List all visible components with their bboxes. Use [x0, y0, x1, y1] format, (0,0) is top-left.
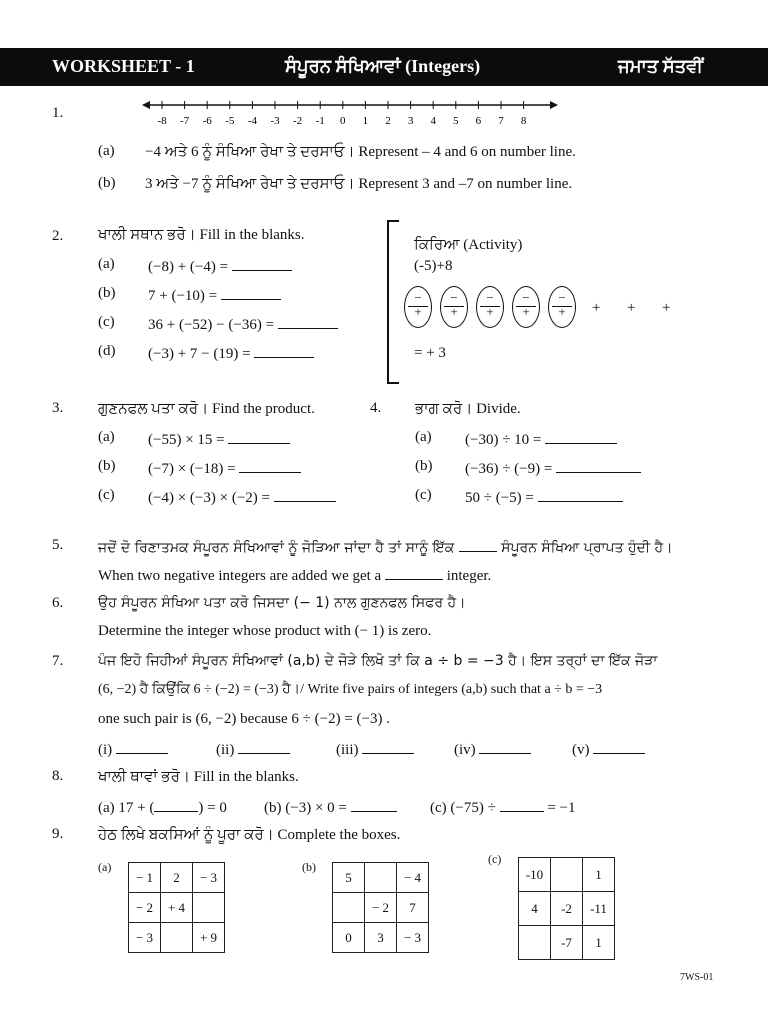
number-line-label: -1	[315, 115, 325, 127]
q4c-expr: 50 ÷ (−5) =	[465, 487, 623, 507]
number-line-label: -3	[270, 115, 280, 127]
grid-cell: 7	[397, 893, 429, 923]
q1-number: 1.	[52, 105, 64, 121]
q4-title: ਭਾਗ ਕਰੋ। Divide.	[415, 401, 521, 417]
number-line-label: -8	[157, 115, 167, 127]
activity-result: = + 3	[414, 345, 446, 361]
number-line-label: -5	[225, 115, 235, 127]
q5-punjabi: ਜਦੋਂ ਦੋ ਰਿਣਾਤਮਕ ਸੰਪੂਰਨ ਸੰਖਿਆਵਾਂ ਨੂੰ ਜੋੜਿਆ ਜਾਂਦਾ ਹੈ ਤਾਂ ਸਾਨੂੰ ਇੱਕ ਸੰਪੂਰਨ ਸੰਖਿਆ ਪ੍ਰਾਪਤ ਹੁੰਦੀ ਹੈ।	[98, 537, 673, 556]
answer-blank[interactable]	[556, 458, 641, 473]
number-line-label: 8	[520, 115, 527, 127]
answer-blank[interactable]	[116, 739, 168, 754]
q7-option-ii: (ii)	[216, 739, 290, 759]
q3c-expr: (−4) × (−3) × (−2) =	[148, 487, 336, 507]
q6-english: Determine the integer whose product with (− 1) is zero.	[98, 623, 432, 639]
q6-punjabi: ਉਹ ਸੰਪੂਰਨ ਸੰਖਿਆ ਪਤਾ ਕਰੋ ਜਿਸਦਾ (− 1) ਨਾਲ ਗੁਣਨਫਲ ਸਿਫਰ ਹੈ।	[98, 595, 466, 611]
q1a-label: (a)	[98, 143, 115, 159]
grid-cell-empty[interactable]	[519, 926, 551, 960]
q3-number: 3.	[52, 400, 64, 416]
q7-option-iv: (iv)	[454, 739, 531, 759]
grid-cell: 3	[365, 923, 397, 953]
plus-counter: +	[662, 300, 671, 316]
q2d-expr: (−3) + 7 − (19) =	[148, 343, 314, 363]
q5-english: When two negative integers are added we get a integer.	[98, 565, 491, 585]
q6-number: 6.	[52, 595, 64, 611]
q4b-expr: (−36) ÷ (−9) =	[465, 458, 641, 478]
q2a-expr: (−8) + (−4) =	[148, 256, 292, 276]
counter-pair: − +	[404, 286, 432, 328]
q3b-label: (b)	[98, 458, 116, 474]
activity-expr: (-5)+8	[414, 258, 453, 274]
number-line-label: -6	[202, 115, 212, 127]
q4c-label: (c)	[415, 487, 432, 503]
answer-blank[interactable]	[500, 797, 544, 812]
magic-grid-b	[332, 862, 429, 953]
number-line-label: -7	[180, 115, 190, 127]
answer-blank[interactable]	[459, 537, 497, 552]
answer-blank[interactable]	[479, 739, 531, 754]
plus-counter: +	[592, 300, 601, 316]
grid-cell: 4	[519, 892, 551, 926]
class-label: ਜਮਾਤ ਸੱਤਵੀਂ	[618, 56, 703, 76]
magic-grid-c	[518, 857, 615, 960]
number-line-label: 0	[340, 115, 346, 127]
q8-part-b: (b) (−3) × 0 =	[264, 797, 397, 817]
q3a-label: (a)	[98, 429, 115, 445]
plus-counter: +	[627, 300, 636, 316]
answer-blank[interactable]	[154, 797, 198, 812]
grid-cell: -10	[519, 858, 551, 892]
grid-cell: − 3	[193, 863, 225, 893]
grid-cell-empty[interactable]	[193, 893, 225, 923]
q7-line2: (6, −2) ਹੈ ਕਿਉਂਕਿ 6 ÷ (−2) = (−3) ਹੈ।/ Write five pairs of integers (a,b) such that a ÷ b = −3	[98, 682, 603, 697]
counter-pair: − +	[476, 286, 504, 328]
answer-blank[interactable]	[593, 739, 645, 754]
header-bar	[0, 48, 768, 86]
q2b-expr: 7 + (−10) =	[148, 285, 281, 305]
answer-blank[interactable]	[232, 256, 292, 271]
number-line-label: 6	[475, 115, 482, 127]
q2d-label: (d)	[98, 343, 116, 359]
answer-blank[interactable]	[254, 343, 314, 358]
answer-blank[interactable]	[362, 739, 414, 754]
grid-cell: − 3	[129, 923, 161, 953]
answer-blank[interactable]	[538, 487, 623, 502]
q5-number: 5.	[52, 537, 64, 553]
answer-blank[interactable]	[238, 739, 290, 754]
q3b-expr: (−7) × (−18) =	[148, 458, 301, 478]
grid-cell: 2	[161, 863, 193, 893]
q4a-label: (a)	[415, 429, 432, 445]
grid-cell-empty[interactable]	[161, 923, 193, 953]
q2-title: ਖਾਲੀ ਸਥਾਨ ਭਰੋ। Fill in the blanks.	[98, 227, 305, 243]
q7-option-i: (i)	[98, 739, 168, 759]
arrow-left-icon	[142, 101, 150, 109]
q7-option-v: (v)	[572, 739, 645, 759]
activity-bracket	[387, 220, 399, 384]
grid-cell: 0	[333, 923, 365, 953]
q3c-label: (c)	[98, 487, 115, 503]
grid-b-label: (b)	[302, 860, 316, 874]
q8-number: 8.	[52, 768, 64, 784]
q3a-expr: (−55) × 15 =	[148, 429, 290, 449]
q9-title: ਹੇਠ ਲਿਖੇ ਬਕਸਿਆਂ ਨੂੰ ਪੂਰਾ ਕਰੋ। Complete the boxes.	[98, 827, 401, 843]
grid-cell: 1	[583, 926, 615, 960]
answer-blank[interactable]	[545, 429, 617, 444]
answer-blank[interactable]	[385, 565, 443, 580]
worksheet-title: WORKSHEET - 1	[52, 56, 195, 76]
arrow-right-icon	[550, 101, 558, 109]
q7-line1: ਪੰਜ ਇਹੋ ਜਿਹੀਆਂ ਸੰਪੂਰਨ ਸੰਖਿਆਵਾਂ (a,b) ਦੇ ਜੋੜੇ ਲਿਖੋ ਤਾਂ ਕਿ a ÷ b = −3 ਹੈ। ਇਸ ਤਰ੍ਹਾਂ ਦਾ ਇੱਕ ਜੋੜਾ	[98, 653, 658, 669]
grid-c-label: (c)	[488, 852, 502, 866]
q2-number: 2.	[52, 228, 64, 244]
answer-blank[interactable]	[351, 797, 397, 812]
q2c-expr: 36 + (−52) − (−36) =	[148, 314, 338, 334]
q2b-label: (b)	[98, 285, 116, 301]
q8-part-a: (a) 17 + ( ) = 0	[98, 797, 227, 817]
grid-cell: + 9	[193, 923, 225, 953]
grid-cell-empty[interactable]	[333, 893, 365, 923]
q1b-label: (b)	[98, 175, 116, 191]
grid-cell: − 2	[365, 893, 397, 923]
q3-title: ਗੁਣਨਫਲ ਪਤਾ ਕਰੋ। Find the product.	[98, 401, 315, 417]
grid-cell: -7	[551, 926, 583, 960]
q8-part-c: (c) (−75) ÷ = −1	[430, 797, 576, 817]
answer-blank[interactable]	[221, 285, 281, 300]
number-line-label: -4	[247, 115, 257, 127]
grid-cell: -2	[551, 892, 583, 926]
number-line	[140, 95, 560, 130]
q7-number: 7.	[52, 653, 64, 669]
counter-pair: − +	[440, 286, 468, 328]
number-line-label: 4	[430, 115, 436, 127]
q9-number: 9.	[52, 826, 64, 842]
grid-cell: − 4	[397, 863, 429, 893]
number-line-label: 7	[498, 115, 504, 127]
magic-grid-a	[128, 862, 225, 953]
activity-title: ਕਿਰਿਆ (Activity)	[414, 237, 523, 253]
q1a-text: −4 ਅਤੇ 6 ਨੂੰ ਸੰਖਿਆ ਰੇਖਾ ਤੇ ਦਰਸਾਓ। Represent – 4 and 6 on number line.	[145, 144, 576, 160]
answer-blank[interactable]	[239, 458, 301, 473]
grid-cell: − 2	[129, 893, 161, 923]
grid-a-label: (a)	[98, 860, 112, 874]
grid-cell-empty[interactable]	[551, 858, 583, 892]
counter-pair: − +	[512, 286, 540, 328]
q4b-label: (b)	[415, 458, 433, 474]
q8-title: ਖਾਲੀ ਥਾਵਾਂ ਭਰੋ। Fill in the blanks.	[98, 769, 299, 785]
grid-cell-empty[interactable]	[365, 863, 397, 893]
answer-blank[interactable]	[228, 429, 290, 444]
grid-cell: -11	[583, 892, 615, 926]
grid-cell: 1	[583, 858, 615, 892]
number-line-label: 2	[385, 115, 391, 127]
grid-cell: 5	[333, 863, 365, 893]
number-line-label: 5	[453, 115, 459, 127]
topic-title: ਸੰਪੂਰਨ ਸੰਖਿਆਵਾਂ (Integers)	[285, 56, 481, 76]
footer-code: 7WS-01	[680, 972, 714, 983]
counter-pair: − +	[548, 286, 576, 328]
q4a-expr: (−30) ÷ 10 =	[465, 429, 617, 449]
q2a-label: (a)	[98, 256, 115, 272]
grid-cell: − 3	[397, 923, 429, 953]
q1b-text: 3 ਅਤੇ −7 ਨੂੰ ਸੰਖਿਆ ਰੇਖਾ ਤੇ ਦਰਸਾਓ। Represent 3 and –7 on number line.	[145, 176, 573, 192]
number-line-label: -2	[293, 115, 303, 127]
grid-cell: − 1	[129, 863, 161, 893]
q7-option-iii: (iii)	[336, 739, 414, 759]
q4-number: 4.	[370, 400, 382, 416]
answer-blank[interactable]	[274, 487, 336, 502]
number-line-label: 3	[407, 115, 414, 127]
number-line-label: 1	[362, 115, 369, 127]
q2c-label: (c)	[98, 314, 115, 330]
grid-cell: + 4	[161, 893, 193, 923]
answer-blank[interactable]	[278, 314, 338, 329]
q7-line3: one such pair is (6, −2) because 6 ÷ (−2) = (−3) .	[98, 711, 390, 727]
